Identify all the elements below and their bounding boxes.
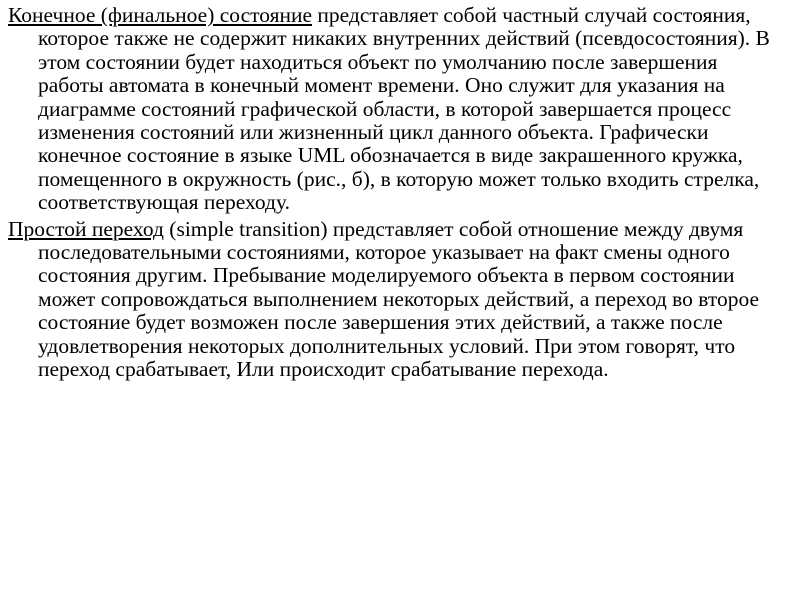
paragraph-simple-transition-text: (simple transition) представляет собой отношение между двумя последовательными состояниями, которое указывает на факт смены одного состояния другим. Пребывание моделируемого объекта в первом состоянии может сопровождаться выполнением некоторых действий, а переход во второе состояние будет возможен после завершения этих действий, а также после удовлетворения некоторых дополнительных условий. При этом говорят, что переход срабатывает, Или происходит срабатывание перехода. <box>38 216 760 382</box>
paragraph-final-state <box>8 4 788 215</box>
document-body <box>8 4 788 385</box>
term-simple-transition: Простой переход <box>8 216 164 241</box>
term-final-state: Конечное (финальное) состояние <box>8 3 313 27</box>
paragraph-final-state-text: представляет собой частный случай состояния, которое также не содержит никаких внутренних действий (псевдосостояния). В этом состоянии будет находиться объект по умолчанию после завершения работы автомата в конечный момент времени. Оно служит для указания на диаграмме состояний графической области, в которой завершается процесс изменения состояний или жизненный цикл данного объекта. Графически конечное состояние в языке UML обозначается в виде закрашенного кружка, помещенного в окружность (рис., б), в которую может только входить стрелка, соответствующая переходу. <box>38 3 770 215</box>
paragraph-simple-transition <box>8 218 788 382</box>
